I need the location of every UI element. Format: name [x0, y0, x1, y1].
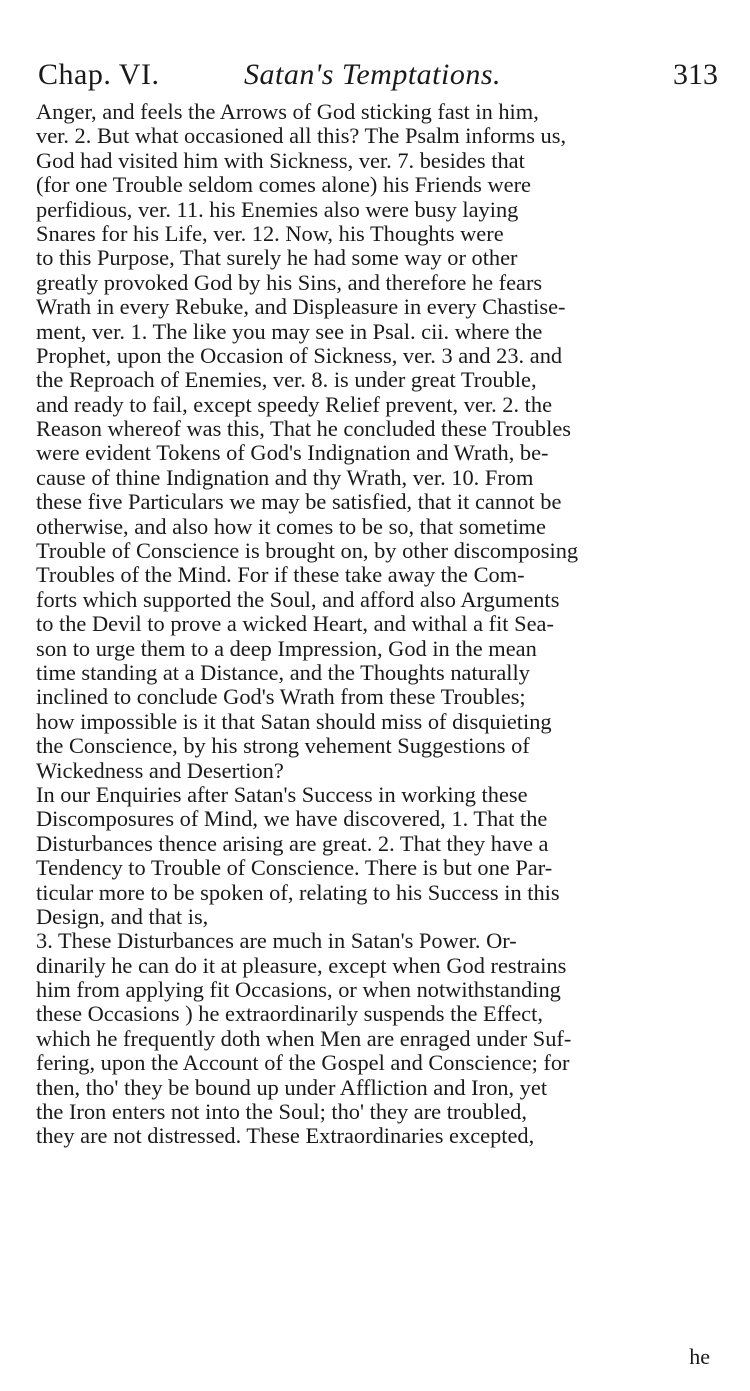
text-line: Wickedness and Desertion?	[36, 758, 284, 783]
running-title: Satan's Temptations.	[244, 58, 502, 91]
text-line: 3. These Disturbances are much in Satan's Power. Or-	[36, 929, 517, 954]
text-line: God had visited him with Sickness, ver. 7. besides that	[36, 148, 525, 173]
text-line: the Reproach of Enemies, ver. 8. is under great Trouble,	[36, 368, 537, 393]
text-line: perfidious, ver. 11. his Enemies also were busy laying	[36, 197, 519, 222]
text-line: these five Particulars we may be satisfied, that it cannot be	[36, 490, 562, 515]
text-line: him from applying fit Occasions, or when notwithstanding	[36, 978, 561, 1003]
text-line: were evident Tokens of God's Indignation and Wrath, be-	[36, 441, 549, 466]
text-line: Snares for his Life, ver. 12. Now, his Thoughts were	[36, 221, 504, 246]
text-line: which he frequently doth when Men are enraged under Suf-	[36, 1026, 572, 1051]
text-line: Discomposures of Mind, we have discovered, 1. That the	[36, 807, 548, 832]
text-line: the Iron enters not into the Soul; tho' they are troubled,	[36, 1100, 527, 1125]
text-line: Tendency to Trouble of Conscience. There is but one Par-	[36, 856, 553, 881]
text-line: Reason whereof was this, That he concluded these Troubles	[36, 417, 571, 442]
text-line: son to urge them to a deep Impression, God in the mean	[36, 636, 537, 661]
text-line: dinarily he can do it at pleasure, except when God restrains	[36, 953, 567, 978]
text-line: ticular more to be spoken of, relating to his Success in this	[36, 880, 560, 905]
text-line: these Occasions ) he extraordinarily suspends the Effect,	[36, 1002, 543, 1027]
text-line: ment, ver. 1. The like you may see in Psal. cii. where the	[36, 319, 543, 344]
text-line: then, tho' they be bound up under Affliction and Iron, yet	[36, 1075, 548, 1100]
text-line: to the Devil to prove a wicked Heart, and withal a fit Sea-	[36, 612, 554, 637]
text-line: Anger, and feels the Arrows of God sticking fast in him,	[36, 100, 539, 124]
text-line: Disturbances thence arising are great. 2. That they have a	[36, 831, 549, 856]
text-line: the Conscience, by his strong vehement Suggestions of	[36, 734, 530, 759]
text-line: greatly provoked God by his Sins, and therefore he fears	[36, 270, 543, 295]
text-line: Wrath in every Rebuke, and Displeasure in every Chastise-	[36, 295, 566, 320]
text-line: Prophet, upon the Occasion of Sickness, ver. 3 and 23. and	[36, 343, 563, 368]
text-line: forts which supported the Soul, and afford also Arguments	[36, 587, 560, 612]
text-line: Troubles of the Mind. For if these take away the Com-	[36, 563, 525, 588]
text-line: inclined to conclude God's Wrath from these Troubles;	[36, 685, 526, 710]
catchword: he	[689, 1344, 710, 1369]
text-line: fering, upon the Account of the Gospel and Conscience; for	[36, 1051, 570, 1076]
text-line: (for one Trouble seldom comes alone) his Friends were	[36, 173, 531, 198]
chapter-label: Chap. VI.	[38, 58, 160, 91]
text-line: In our Enquiries after Satan's Success in working these	[36, 782, 528, 807]
body-text	[36, 100, 712, 1149]
text-line: cause of thine Indignation and thy Wrath, ver. 10. From	[36, 465, 534, 490]
text-line: Design, and that is,	[36, 904, 209, 929]
running-header	[38, 58, 718, 98]
text-line: how impossible is it that Satan should miss of disquieting	[36, 709, 552, 734]
page-number: 313	[673, 58, 718, 91]
text-line: and ready to fail, except speedy Relief prevent, ver. 2. the	[36, 392, 553, 417]
text-line: Trouble of Conscience is brought on, by other discomposing	[36, 539, 579, 564]
text-line: time standing at a Distance, and the Thoughts naturally	[36, 660, 530, 685]
text-line: they are not distressed. These Extraordinaries excepted,	[36, 1124, 535, 1149]
text-line: otherwise, and also how it comes to be so, that sometime	[36, 514, 546, 539]
text-line: to this Purpose, That surely he had some way or other	[36, 246, 518, 271]
text-line: ver. 2. But what occasioned all this? The Psalm informs us,	[36, 124, 567, 149]
